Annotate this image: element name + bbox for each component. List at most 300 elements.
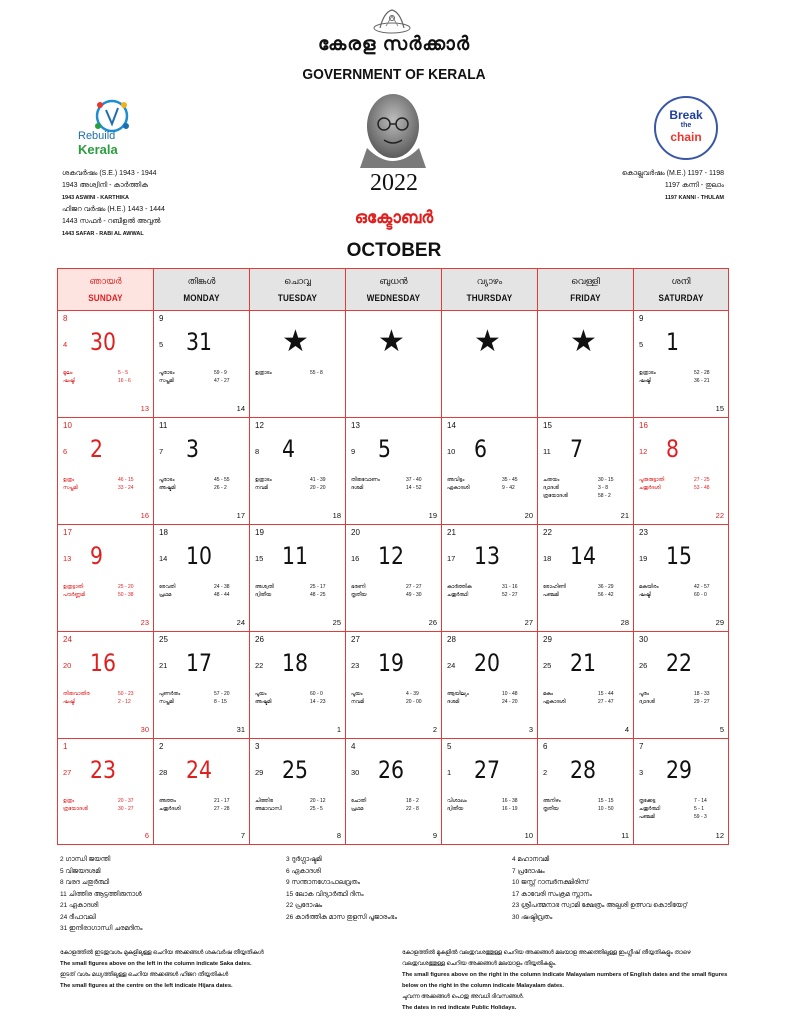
note-line: The small figures above on the left in the column indicate Saka dates. <box>60 961 252 967</box>
nakshatra-label: ദ്വാദശി <box>543 485 559 491</box>
nazhika-value: 20 - 37 <box>118 798 134 804</box>
malayalam-date: 6 <box>144 831 149 840</box>
date-cell[interactable] <box>442 739 538 844</box>
saka-date: 19 <box>255 528 264 537</box>
english-date: 30 <box>90 328 116 356</box>
nakshatra-label: മൂലം <box>63 370 73 376</box>
day-name-en: THURSDAY <box>466 293 513 303</box>
english-date: 21 <box>570 649 596 677</box>
nakshatra-label: അശ്വതി <box>255 584 274 590</box>
nazhika-value: 20 - 00 <box>406 699 422 705</box>
nazhika-value: 46 - 15 <box>118 477 134 483</box>
hijra-date: 7 <box>159 447 164 456</box>
star-tithi-names <box>639 369 656 385</box>
english-date: 16 <box>90 649 116 677</box>
star-tithi-names <box>447 476 469 492</box>
nazhika-value: 47 - 27 <box>214 378 230 384</box>
star-tithi-times <box>214 369 230 385</box>
day-name-en: WEDNESDAY <box>366 293 421 303</box>
nazhika-value: 20 - 12 <box>310 798 326 804</box>
malayalam-date: 29 <box>715 618 724 627</box>
star-tithi-times <box>598 583 614 599</box>
saka-date: 9 <box>159 314 164 323</box>
date-cell[interactable] <box>346 632 442 739</box>
nazhika-value: 27 - 47 <box>598 699 614 705</box>
nazhika-value: 26 - 2 <box>214 485 227 491</box>
star-tithi-times <box>502 690 518 706</box>
nazhika-value: 15 - 44 <box>598 691 614 697</box>
star-tithi-names <box>543 476 568 500</box>
date-cell[interactable] <box>154 739 250 844</box>
festival-column <box>286 854 506 923</box>
saka-date: 30 <box>639 635 648 644</box>
nakshatra-label: തിരുവോണം <box>351 477 380 483</box>
star-tithi-times <box>502 583 518 599</box>
nazhika-value: 50 - 38 <box>118 592 134 598</box>
day-name-en: FRIDAY <box>570 293 601 303</box>
nazhika-value: 53 - 48 <box>694 485 710 491</box>
date-cell[interactable] <box>634 739 728 844</box>
saka-date: 22 <box>543 528 552 537</box>
star-tithi-names <box>63 797 88 813</box>
date-cell[interactable] <box>634 418 728 525</box>
star-tithi-names <box>351 797 366 813</box>
hijra-date: 4 <box>63 340 68 349</box>
nazhika-value: 24 - 38 <box>214 584 230 590</box>
festival-item: 8 വരദ ചതുർത്ഥി <box>60 879 110 886</box>
hijra-date: 22 <box>255 661 264 670</box>
star-icon: ★ <box>282 324 309 359</box>
hijra-date: 29 <box>255 768 264 777</box>
date-cell[interactable] <box>250 418 346 525</box>
festival-item: 26 കാർത്തിക മാസ തുളസി പൂജാരംഭം <box>286 913 397 921</box>
malayalam-date: 18 <box>332 511 341 520</box>
english-date: 5 <box>378 435 391 463</box>
saka-date: 25 <box>159 635 168 644</box>
day-name-ml: വെള്ളി <box>571 276 600 286</box>
nazhika-value: 52 - 28 <box>694 370 710 376</box>
hijra-date: 9 <box>351 447 356 456</box>
kerala-line: Kerala <box>78 142 118 157</box>
nazhika-value: 4 - 39 <box>406 691 419 697</box>
nazhika-value: 10 - 48 <box>502 691 518 697</box>
star-tithi-names <box>63 583 85 599</box>
nakshatra-label: ദ്വിതീയ <box>447 806 464 812</box>
hijra-date: 8 <box>255 447 260 456</box>
nazhika-value: 59 - 3 <box>694 814 707 820</box>
nakshatra-label: ഭരണി <box>351 584 366 590</box>
nakshatra-label: പഞ്ചമി <box>543 592 559 598</box>
star-tithi-times <box>214 476 230 492</box>
star-tithi-times <box>118 476 134 492</box>
date-cell[interactable] <box>634 525 728 632</box>
malayalam-date: 1 <box>336 725 341 734</box>
malayalam-date: 2 <box>432 725 437 734</box>
nakshatra-label: ഉത്രാടം <box>639 370 656 376</box>
rebuild-line: Rebuild <box>78 130 116 142</box>
nazhika-value: 16 - 6 <box>118 378 131 384</box>
day-header-friday <box>538 269 634 311</box>
nazhika-value: 36 - 21 <box>694 378 710 384</box>
nazhika-value: 2 - 12 <box>118 699 131 705</box>
english-date: 2 <box>90 435 103 463</box>
nazhika-value: 50 - 23 <box>118 691 134 697</box>
nazhika-value: 33 - 24 <box>118 485 134 491</box>
era-line: ശകവർഷം (S.E.) 1943 - 1944 <box>62 170 157 177</box>
date-cell[interactable] <box>58 739 154 844</box>
star-tithi-names <box>255 369 272 377</box>
nakshatra-label: അവിട്ടം <box>447 477 465 483</box>
note-line: ഇടത് വശം മധ്യത്തിലുള്ള ചെറിയ അക്കങ്ങൾ ഹിജറ തീയ്യതികൾ <box>60 972 229 978</box>
date-cell[interactable] <box>154 632 250 739</box>
malayalam-date: 22 <box>715 511 724 520</box>
note-line: കോളത്തിൽ ഇടതുവശം മുകളിലുള്ള ചെറിയ അക്കങ്ങൾ ശകവർഷ തീയ്യതികൾ <box>60 950 264 956</box>
hijra-date: 13 <box>63 554 72 563</box>
saka-date: 16 <box>639 421 648 430</box>
english-date: 3 <box>186 435 199 463</box>
state-emblem-icon <box>370 6 414 34</box>
malayalam-date: 30 <box>140 725 149 734</box>
saka-date: 15 <box>543 421 552 430</box>
nazhika-value: 27 - 25 <box>694 477 710 483</box>
hijra-date: 28 <box>159 768 168 777</box>
nazhika-value: 37 - 40 <box>406 477 422 483</box>
date-cell[interactable] <box>346 418 442 525</box>
nazhika-value: 15 - 15 <box>598 798 614 804</box>
nakshatra-label: പൂരാടം <box>159 477 175 483</box>
festival-item: 23 ശ്രീപത്മനാഭ സ്വാമി ക്ഷേത്രം അല്പശി ഉത്സവ കൊടിയേറ്റ് <box>512 902 688 909</box>
note-line: The small figures above on the right in the column indicate Malayalam numbers of English dates and the small figures below on the right in the column indicate Malayalam dates. <box>402 972 728 989</box>
nakshatra-label: കാർത്തിക <box>447 584 472 590</box>
saka-date: 7 <box>639 742 644 751</box>
saka-date: 8 <box>63 314 68 323</box>
note-line: ചുവന്ന അക്കങ്ങൾ പൊതു അവധി ദിവസങ്ങൾ. <box>402 994 524 1000</box>
nakshatra-label: അത്തം <box>159 798 176 804</box>
nazhika-value: 57 - 20 <box>214 691 230 697</box>
nakshatra-label: ത്രയോദശി <box>63 806 88 812</box>
festival-item: 30 ഷഷ്ഠിവ്രതം <box>512 913 553 921</box>
nakshatra-label: ഉത്രട്ടാതി <box>63 584 84 590</box>
nakshatra-label: ഷഷ്ഠി <box>63 699 76 705</box>
nakshatra-label: ചതുർദശി <box>639 485 661 491</box>
star-tithi-names <box>543 690 565 706</box>
nakshatra-label: നവമി <box>351 699 365 705</box>
star-tithi-names <box>639 797 660 821</box>
english-date: 20 <box>474 649 500 677</box>
english-date: 18 <box>282 649 308 677</box>
english-date: 24 <box>186 756 212 784</box>
nazhika-value: 60 - 0 <box>694 592 707 598</box>
star-tithi-times <box>310 690 326 706</box>
date-cell[interactable] <box>346 311 442 418</box>
note-line: The dates in red indicate Public Holidays. <box>402 1005 517 1011</box>
era-line: കൊല്ലവർഷം (M.E.) 1197 - 1198 <box>621 170 724 177</box>
english-date: 14 <box>570 542 596 570</box>
english-date: 9 <box>90 542 103 570</box>
malayalam-date: 27 <box>524 618 533 627</box>
date-cell[interactable] <box>634 632 728 739</box>
nakshatra-label: ദ്വിതീയ <box>255 592 272 598</box>
star-tithi-times <box>694 369 710 385</box>
malayalam-date: 26 <box>428 618 437 627</box>
month-title-en: OCTOBER <box>346 240 442 261</box>
star-icon: ★ <box>474 324 501 359</box>
malayalam-date: 8 <box>336 831 341 840</box>
nakshatra-label: അമാവാസി <box>255 806 282 812</box>
hijra-date: 18 <box>543 554 552 563</box>
era-line: ഹിജറ വർഷം (H.E.) 1443 - 1444 <box>62 206 165 213</box>
malayalam-date: 25 <box>332 618 341 627</box>
english-date: 19 <box>378 649 404 677</box>
hijra-date: 5 <box>639 340 644 349</box>
day-name-en: MONDAY <box>183 293 220 303</box>
nazhika-value: 25 - 20 <box>118 584 134 590</box>
header <box>0 0 788 268</box>
nakshatra-label: ചോതി <box>351 798 367 804</box>
notes-right <box>402 948 728 1014</box>
nazhika-value: 42 - 57 <box>694 584 710 590</box>
star-tithi-times <box>598 797 614 813</box>
star-tithi-times <box>118 690 134 706</box>
english-date: 22 <box>666 649 692 677</box>
star-tithi-names <box>639 583 659 599</box>
saka-date: 28 <box>447 635 456 644</box>
saka-date: 12 <box>255 421 264 430</box>
date-cell[interactable] <box>58 311 154 418</box>
star-tithi-times <box>406 690 422 706</box>
star-tithi-names <box>639 476 664 492</box>
nazhika-value: 7 - 14 <box>694 798 707 804</box>
nazhika-value: 8 - 15 <box>214 699 227 705</box>
nazhika-value: 36 - 29 <box>598 584 614 590</box>
saka-date: 9 <box>639 314 644 323</box>
festival-item: 5 വിജയദശമി <box>60 867 101 875</box>
nazhika-value: 31 - 16 <box>502 584 518 590</box>
date-cell[interactable] <box>346 739 442 844</box>
english-date: 25 <box>282 756 308 784</box>
star-tithi-times <box>310 369 323 377</box>
day-name-ml: ബുധൻ <box>379 276 408 286</box>
nazhika-value: 25 - 17 <box>310 584 326 590</box>
nakshatra-label: ചിത്തിര <box>255 798 274 804</box>
saka-date: 13 <box>351 421 360 430</box>
star-tithi-times <box>694 476 710 492</box>
nakshatra-label: പ്രഥമ <box>159 592 172 598</box>
nazhika-value: 60 - 0 <box>310 691 323 697</box>
star-tithi-names <box>543 583 566 599</box>
date-cell[interactable] <box>442 311 538 418</box>
english-date: 17 <box>186 649 212 677</box>
date-cell[interactable] <box>538 525 634 632</box>
star-tithi-names <box>63 476 78 492</box>
nazhika-value: 14 - 52 <box>406 485 422 491</box>
btc-line-1: Break <box>669 108 703 122</box>
hijra-date: 5 <box>159 340 164 349</box>
year: 2022 <box>370 170 418 196</box>
hijra-date: 25 <box>543 661 552 670</box>
date-cell[interactable] <box>442 632 538 739</box>
date-cell[interactable] <box>58 418 154 525</box>
gandhi-portrait <box>356 86 430 168</box>
nakshatra-label: മകം <box>543 691 554 697</box>
malayalam-date: 5 <box>719 725 724 734</box>
nazhika-value: 18 - 33 <box>694 691 710 697</box>
date-cell[interactable] <box>250 311 346 418</box>
date-cell[interactable] <box>58 632 154 739</box>
star-tithi-names <box>159 690 180 706</box>
malayalam-date: 12 <box>715 831 724 840</box>
english-date: 6 <box>474 435 487 463</box>
era-info-left <box>62 168 165 240</box>
nazhika-value: 27 - 28 <box>214 806 230 812</box>
star-tithi-names <box>447 797 467 813</box>
malayalam-date: 10 <box>524 831 533 840</box>
nakshatra-label: ഉത്രാടം <box>255 370 272 376</box>
star-tithi-names <box>351 583 367 599</box>
star-tithi-times <box>598 476 614 500</box>
saka-date: 5 <box>447 742 452 751</box>
nakshatra-label: പഞ്ചമി <box>639 814 655 820</box>
government-title-ml: കേരള സർക്കാർ <box>318 34 470 55</box>
malayalam-date: 16 <box>140 511 149 520</box>
date-cell[interactable] <box>250 632 346 739</box>
nakshatra-label: ദശമി <box>447 699 460 705</box>
hijra-date: 12 <box>639 447 648 456</box>
nazhika-value: 35 - 45 <box>502 477 518 483</box>
star-tithi-names <box>255 797 282 813</box>
nakshatra-label: നവമി <box>255 485 269 491</box>
nazhika-value: 25 - 5 <box>310 806 323 812</box>
english-date: 7 <box>570 435 583 463</box>
day-name-en: SATURDAY <box>658 293 704 303</box>
nakshatra-label: ഏകാദശി <box>543 699 566 705</box>
nazhika-value: 56 - 42 <box>598 592 614 598</box>
era-line: 1943 ASWINI - KARTHIKA <box>62 195 130 201</box>
nakshatra-label: പൂയം <box>255 691 267 697</box>
nakshatra-label: സപ്തമി <box>63 485 78 491</box>
date-cell[interactable] <box>346 525 442 632</box>
festival-item: 3 ദുർഗ്ഗാഷ്ടമി <box>286 856 322 863</box>
english-date: 4 <box>282 435 295 463</box>
nakshatra-label: ചതുർദശി <box>159 806 181 812</box>
malayalam-date: 9 <box>432 831 437 840</box>
date-cell[interactable] <box>538 632 634 739</box>
date-cell[interactable] <box>250 739 346 844</box>
nazhika-value: 9 - 42 <box>502 485 515 491</box>
nakshatra-label: ഏകാദശി <box>447 485 470 491</box>
era-line: 1197 കന്നി - തുലാം <box>664 182 724 189</box>
date-cell[interactable] <box>538 418 634 525</box>
nakshatra-label: തൃതീയ <box>351 592 367 598</box>
nakshatra-label: സപ്തമി <box>159 378 174 384</box>
saka-date: 11 <box>159 421 168 430</box>
nazhika-value: 48 - 44 <box>214 592 230 598</box>
english-date: 26 <box>378 756 404 784</box>
break-the-chain-text <box>658 108 714 144</box>
star-tithi-times <box>214 583 230 599</box>
malayalam-date: 20 <box>524 511 533 520</box>
nazhika-value: 10 - 50 <box>598 806 614 812</box>
nakshatra-label: രോഹിണി <box>543 584 566 590</box>
star-tithi-names <box>447 690 469 706</box>
nazhika-value: 5 - 1 <box>694 806 705 812</box>
star-tithi-names <box>639 690 655 706</box>
nakshatra-label: ചതുർത്ഥി <box>447 592 469 598</box>
english-date: 15 <box>666 542 692 570</box>
english-date: 29 <box>666 756 692 784</box>
star-tithi-names <box>447 583 472 599</box>
hijra-date: 1 <box>447 768 452 777</box>
day-name-ml: വ്യാഴം <box>476 276 503 286</box>
date-cell[interactable] <box>442 418 538 525</box>
date-cell[interactable] <box>154 311 250 418</box>
saka-date: 18 <box>159 528 168 537</box>
date-cell[interactable] <box>58 525 154 632</box>
nazhika-value: 29 - 27 <box>694 699 710 705</box>
nazhika-value: 45 - 55 <box>214 477 230 483</box>
nazhika-value: 20 - 20 <box>310 485 326 491</box>
date-cell[interactable] <box>538 311 634 418</box>
day-header-saturday <box>634 269 728 311</box>
day-header-monday <box>154 269 250 311</box>
malayalam-date: 11 <box>621 831 629 840</box>
english-date: 10 <box>186 542 212 570</box>
english-date: 12 <box>378 542 404 570</box>
nazhika-value: 58 - 2 <box>598 493 611 499</box>
day-header-sunday <box>58 269 154 311</box>
date-cell[interactable] <box>250 525 346 632</box>
star-tithi-names <box>255 583 274 599</box>
malayalam-date: 13 <box>140 404 149 413</box>
date-cell[interactable] <box>538 739 634 844</box>
date-cell[interactable] <box>154 418 250 525</box>
star-tithi-times <box>694 797 707 821</box>
nakshatra-label: തിരുവാതിര <box>63 691 90 697</box>
nakshatra-label: ചതുർത്ഥി <box>639 806 661 812</box>
malayalam-date: 23 <box>140 618 149 627</box>
malayalam-date: 7 <box>240 831 245 840</box>
saka-date: 24 <box>63 635 72 644</box>
date-cell[interactable] <box>634 311 728 418</box>
festival-column <box>512 854 732 923</box>
nazhika-value: 41 - 39 <box>310 477 326 483</box>
malayalam-date: 15 <box>715 404 724 413</box>
nazhika-value: 14 - 23 <box>310 699 326 705</box>
star-tithi-times <box>214 797 230 813</box>
festival-item: 31 ഇന്ദിരാഗാന്ധി ചരമദിനം <box>60 925 143 932</box>
hijra-date: 16 <box>351 554 360 563</box>
star-tithi-times <box>310 583 326 599</box>
note-line: കോളത്തിൽ മുകളിൽ വലതുവശത്തുള്ള ചെറിയ അക്കങ്ങൾ മലയാള അക്കത്തിലുള്ള ഇംഗ്ലീഷ് തീയ്യതികളും താഴെ വലതുവശത്തുള്ള ചെറിയ അക്കങ്ങൾ മലയാളം തീയ്യതികളും. <box>402 950 691 967</box>
nazhika-value: 55 - 8 <box>310 370 323 376</box>
nakshatra-label: ത്രയോദശി <box>543 493 568 499</box>
rebuild-kerala-text <box>78 130 118 156</box>
notes-left <box>60 948 360 992</box>
malayalam-date: 19 <box>428 511 437 520</box>
date-cell[interactable] <box>442 525 538 632</box>
saka-date: 2 <box>159 742 164 751</box>
star-tithi-names <box>351 690 364 706</box>
day-header-tuesday <box>250 269 346 311</box>
festival-column <box>60 854 280 935</box>
nakshatra-label: ഷഷ്ഠി <box>639 378 652 384</box>
star-tithi-names <box>159 797 180 813</box>
nakshatra-label: പൂരാടം <box>159 370 175 376</box>
saka-date: 21 <box>447 528 456 537</box>
nakshatra-label: രേവതി <box>159 584 176 590</box>
hijra-date: 27 <box>63 768 72 777</box>
date-cell[interactable] <box>154 525 250 632</box>
